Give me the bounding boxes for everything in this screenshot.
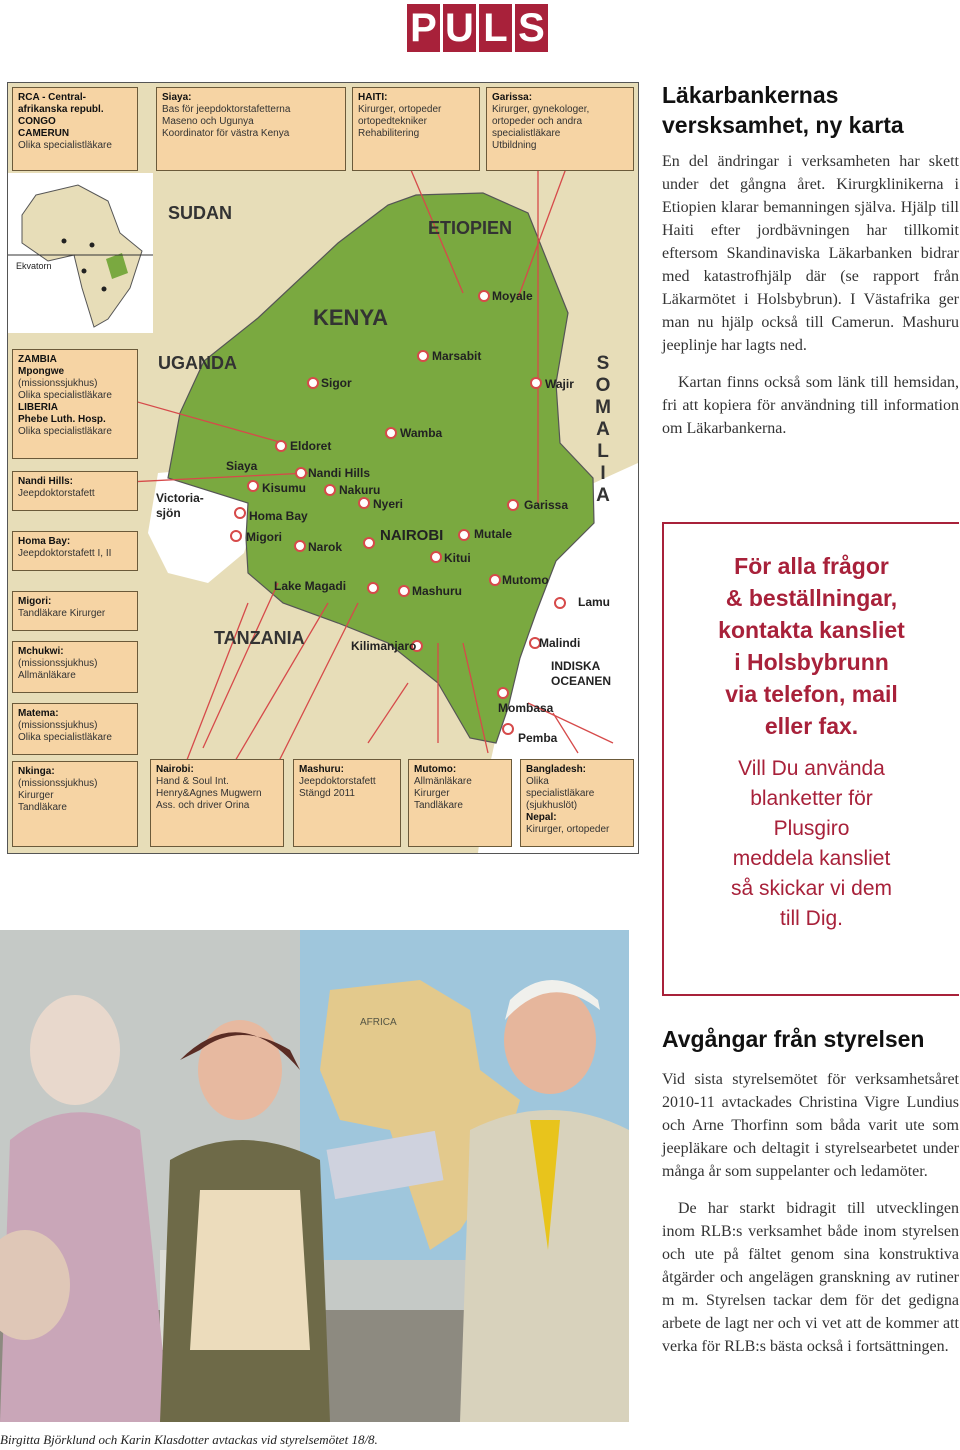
place-nairobi: NAIROBI [380, 527, 444, 544]
map-box-migori [12, 591, 138, 631]
map-box-mchukwi-title: Mchukwi: [18, 646, 64, 657]
map-box-mashuru-line: Jeepdoktorstafett [299, 776, 376, 787]
photo-caption: Birgitta Björklund och Karin Klasdotter avtackas vid styrelsemötet 18/8. [0, 1432, 378, 1447]
place-kisumu: Kisumu [262, 481, 307, 495]
lake-victoria-line: Victoria- [156, 491, 204, 505]
map-box-nkinga-title: Nkinga: [18, 766, 55, 777]
indian-ocean-label [551, 659, 611, 689]
article-board-farewell-title: Avgångar från styrelsen [662, 1026, 925, 1052]
map-box-mutomo-line: Kirurger [414, 788, 450, 799]
map-box-rca-line: Olika specialistläkare [18, 140, 112, 151]
map-box-mashuru-line: Stängd 2011 [299, 788, 355, 799]
east-africa-map [7, 82, 639, 854]
place-mutale: Mutale [474, 527, 513, 541]
country-somalia [593, 353, 613, 507]
map-box-nairobi-line: Hand & Soul Int. [156, 776, 229, 787]
map-box-mashuru-title: Mashuru: [299, 764, 344, 775]
somalia-letter: O [595, 375, 611, 396]
article-map-update-title [662, 80, 959, 140]
map-box-nkinga-line: (missionssjukhus) [18, 778, 98, 789]
map-box-zambia [12, 349, 138, 459]
map-box-rca [12, 87, 138, 171]
map-box-matema-title: Matema: [18, 708, 59, 719]
place-wajir: Wajir [545, 377, 574, 391]
article-map-update [662, 80, 959, 440]
map-box-garissa [486, 87, 634, 171]
contact-line: till Dig. [779, 907, 843, 930]
map-box-nkinga [12, 761, 138, 847]
article-map-update-p1: En del ändringar i verksamheten har skett under det gångna året. Kirurgklinikerna i Etiopien klarar bemanningen själva. Hjälp till Haiti efter jordbävningen har tillkomit eftersom Skandinaviska Läkarbanken bidrar med katastrofhjälp där (se rapport från Läkarmötet i Holsbybrun). I Västafrika ger man nu hjälp också till Camerun. Mashuru jeeplinje har lagts ned. [662, 153, 959, 354]
map-box-bangladesh-line: Nepal: [526, 812, 557, 823]
lake-victoria-label [156, 491, 204, 521]
lake-victoria-line: sjön [156, 506, 181, 520]
map-box-nandi-line: Jeepdoktorstafett [18, 488, 95, 499]
country-ethiopia: ETIOPIEN [428, 218, 513, 238]
article-board-farewell-p2: De har starkt bidragit till utvecklingen inom RLB:s verksamhet både inom styrelsen och ute på fältet genom sina konstruktiva åtgärder och angelägen granskning av rutiner m m. Styrelsen tackar dem för det gedigna arbete de lagt ner och vi vet att de kommer att verka för RLB:s bästa också i fortsättningen. [662, 1200, 959, 1355]
country-tanzania: TANZANIA [214, 628, 305, 648]
contact-line: kontakta kansliet [718, 617, 905, 643]
map-box-haiti-line: Rehabilitering [358, 128, 420, 139]
map-box-bangladesh-line: specialistläkare [526, 788, 595, 799]
article-board-farewell [662, 1024, 959, 1358]
country-uganda: UGANDA [158, 353, 237, 373]
map-box-garissa-line: specialistläkare [492, 128, 561, 139]
place-wamba: Wamba [400, 426, 443, 440]
title-line: versksamhet, ny karta [662, 112, 904, 138]
place-nandihills: Nandi Hills [308, 466, 371, 480]
contact-line: För alla frågor [734, 553, 889, 579]
indian-ocean-line: OCEANEN [551, 674, 612, 688]
map-box-zambia-line: Mpongwe [18, 366, 65, 377]
place-lakemagadi: Lake Magadi [274, 579, 347, 593]
place-malindi: Malindi [539, 636, 581, 650]
map-box-haiti-line: Kirurger, ortopeder [358, 104, 442, 115]
map-box-bangladesh-line: (sjukhuslöt) [526, 800, 578, 811]
map-box-nairobi-line: Ass. och driver Orina [156, 800, 250, 811]
map-box-rca-line: CAMERUN [18, 128, 70, 139]
map-box-siaya-line: Koordinator för västra Kenya [162, 128, 290, 139]
map-box-mutomo-line: Allmänläkare [414, 776, 472, 787]
place-mombasa: Mombasa [498, 701, 554, 715]
indian-ocean-line: INDISKA [551, 659, 601, 673]
logo-letter-u: U [443, 4, 476, 52]
map-box-zambia-line: (missionssjukhus) [18, 378, 98, 389]
logo-letter-p: P [407, 4, 440, 52]
country-sudan: SUDAN [168, 203, 233, 223]
place-mutomo: Mutomo [502, 573, 549, 587]
map-box-mchukwi [12, 641, 138, 693]
place-nakuru: Nakuru [339, 483, 381, 497]
map-box-garissa-line: ortopeder och andra [492, 116, 583, 127]
somalia-letter: I [600, 463, 606, 484]
contact-line: eller fax. [764, 713, 859, 739]
place-migori: Migori [246, 530, 282, 544]
place-homabay: Homa Bay [249, 509, 308, 523]
map-box-zambia-line: ZAMBIA [18, 354, 57, 365]
map-box-rca-line: RCA - Central- [18, 92, 86, 103]
map-box-matema-line: (missionssjukhus) [18, 720, 98, 731]
map-box-rca-line: CONGO [18, 116, 56, 127]
article-map-update-p2: Kartan finns också som länk till hemsidan, fri att kopiera för användning till information om Läkarbankerna. [662, 374, 959, 437]
place-lamu: Lamu [578, 595, 611, 609]
equator-label: Ekvatorn [16, 261, 52, 271]
place-narok: Narok [308, 540, 343, 554]
map-box-zambia-line: Olika specialistläkare [18, 390, 112, 401]
place-sigor: Sigor [321, 376, 352, 390]
map-box-zambia-line: Olika specialistläkare [18, 426, 112, 437]
country-kenya: KENYA [313, 305, 388, 330]
map-box-rca-line: afrikanska republ. [18, 104, 104, 115]
contact-line: i Holsbybrunn [734, 649, 889, 675]
map-box-mutomo-title: Mutomo: [414, 764, 457, 775]
map-box-mutomo-line: Tandläkare [414, 800, 463, 811]
somalia-letter: A [596, 485, 610, 506]
article-board-farewell-p1: Vid sista styrelsemötet för verksamhetsåret 2010-11 avtackades Christina Vigre Lundius och Arne Thorfinn som båda varit ute som jeepläkare och deltagit i styrelsearbetet under många år som suppelanter och ledamöter. [662, 1071, 959, 1180]
map-box-bangladesh-title: Bangladesh: [526, 764, 587, 775]
map-box-zambia-line: LIBERIA [18, 402, 58, 413]
map-box-nairobi [150, 759, 284, 847]
map-box-mchukwi-line: Allmänläkare [18, 670, 76, 681]
photo-illustration [0, 930, 629, 1422]
contact-line: Vill Du använda [738, 757, 885, 780]
place-eldoret: Eldoret [290, 439, 332, 453]
map-box-haiti-title: HAITI: [358, 92, 388, 103]
somalia-letter: L [597, 441, 609, 462]
contact-box [662, 522, 959, 996]
map-box-homabay [12, 531, 138, 571]
map-box-garissa-title: Garissa: [492, 92, 533, 103]
map-box-matema-line: Olika specialistläkare [18, 732, 112, 743]
map-box-siaya-line: Bas för jeepdoktorstafetterna [162, 104, 291, 115]
title-line: Läkarbankernas [662, 82, 839, 108]
map-box-garissa-line: Utbildning [492, 140, 537, 151]
place-siaya: Siaya [226, 459, 258, 473]
map-box-siaya-title: Siaya: [162, 92, 192, 103]
photo-map-label: AFRICA [360, 1017, 397, 1028]
map-box-zambia-line: Phebe Luth. Hosp. [18, 414, 106, 425]
contact-line: via telefon, mail [725, 681, 898, 707]
map-box-bangladesh-line: Olika [526, 776, 549, 787]
map-box-bangladesh-line: Kirurger, ortopeder [526, 824, 610, 835]
contact-box-regular-text [664, 754, 959, 934]
map-box-garissa-line: Kirurger, gynekologer, [492, 104, 590, 115]
contact-line: meddela kansliet [732, 847, 891, 870]
map-box-homabay-title: Homa Bay: [18, 536, 71, 547]
map-box-matema [12, 703, 138, 755]
contact-line: blanketter för [750, 787, 873, 810]
map-box-mashuru [293, 759, 401, 847]
map-box-migori-title: Migori: [18, 596, 52, 607]
map-box-nairobi-line: Henry&Agnes Mugwern [156, 788, 262, 799]
place-nyeri: Nyeri [373, 497, 404, 511]
contact-line: Plusgiro [773, 817, 850, 840]
map-box-mchukwi-line: (missionssjukhus) [18, 658, 98, 669]
place-kilimanjaro: Kilimanjaro [351, 639, 417, 653]
somalia-letter: M [595, 397, 611, 418]
map-box-mutomo [408, 759, 512, 847]
somalia-letter: S [596, 353, 610, 374]
map-box-haiti-line: ortopedtekniker [358, 116, 427, 127]
map-box-nkinga-line: Tandläkare [18, 802, 67, 813]
place-marsabit: Marsabit [432, 349, 482, 363]
map-box-siaya-line: Maseno och Ugunya [162, 116, 254, 127]
place-moyale: Moyale [492, 289, 533, 303]
masthead-logo [407, 4, 548, 52]
map-box-bangladesh [520, 759, 634, 847]
contact-box-bold-text [664, 550, 959, 742]
map-box-siaya [156, 87, 346, 171]
map-box-homabay-line: Jeepdoktorstafett I, II [18, 548, 112, 559]
map-box-haiti [352, 87, 480, 171]
contact-line: & beställningar, [725, 585, 898, 611]
contact-line: så skickar vi dem [730, 877, 893, 900]
somalia-letter: A [596, 419, 610, 440]
place-kitui: Kitui [444, 551, 471, 565]
logo-letter-l: L [479, 4, 512, 52]
map-box-nandi [12, 471, 138, 511]
place-garissa: Garissa [524, 498, 569, 512]
place-pemba: Pemba [518, 731, 558, 745]
board-meeting-photo [0, 930, 629, 1422]
logo-letter-s: S [515, 4, 548, 52]
map-box-nairobi-title: Nairobi: [156, 764, 194, 775]
map-box-nandi-title: Nandi Hills: [18, 476, 74, 487]
place-mashuru: Mashuru [412, 584, 463, 598]
map-box-migori-line: Tandläkare Kirurger [18, 608, 106, 619]
map-box-nkinga-line: Kirurger [18, 790, 54, 801]
